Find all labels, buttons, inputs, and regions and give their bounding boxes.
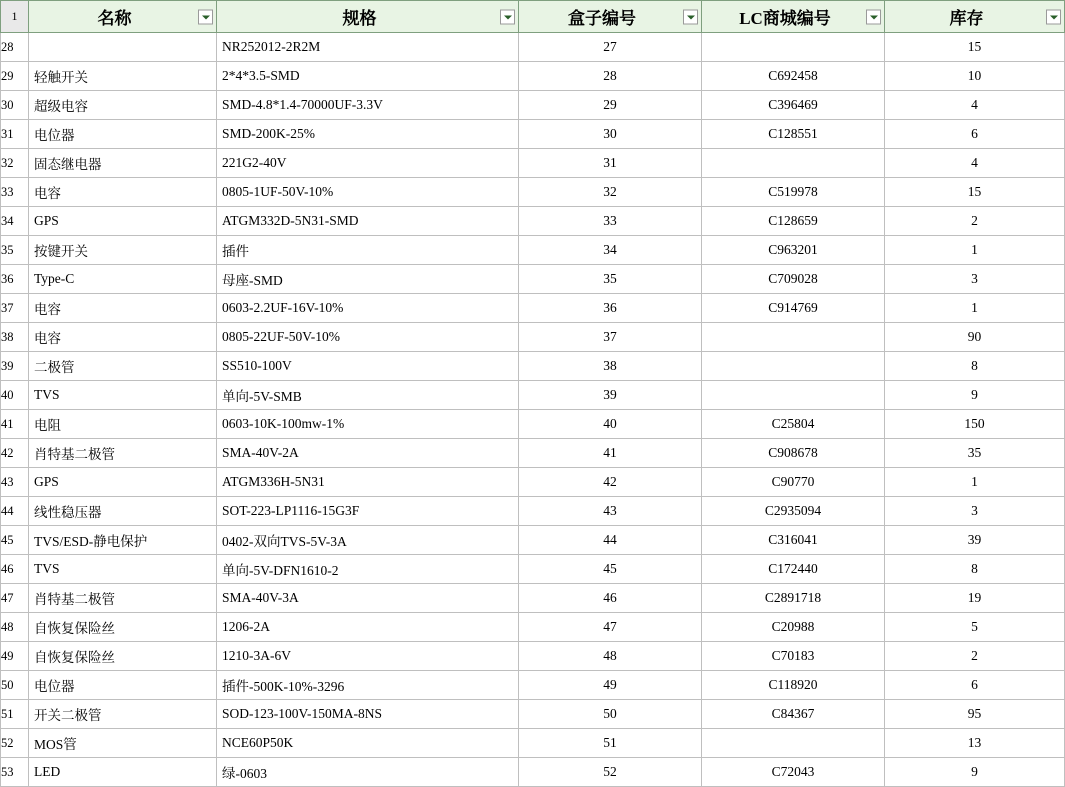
column-header-spec[interactable]: [217, 1, 519, 33]
row-header[interactable]: 38: [1, 323, 29, 352]
cell-box[interactable]: 27: [519, 33, 702, 62]
table-row[interactable]: [1, 236, 1065, 265]
cell-spec[interactable]: SMD-200K-25%: [217, 120, 519, 149]
row-header[interactable]: 29: [1, 62, 29, 91]
cell-lc[interactable]: C709028: [702, 265, 885, 294]
cell-box[interactable]: 44: [519, 526, 702, 555]
row-header[interactable]: 37: [1, 294, 29, 323]
cell-stock[interactable]: 39: [885, 526, 1065, 555]
cell-spec[interactable]: SOD-123-100V-150MA-8NS: [217, 700, 519, 729]
column-header-box[interactable]: [519, 1, 702, 33]
cell-box[interactable]: 30: [519, 120, 702, 149]
row-header[interactable]: 33: [1, 178, 29, 207]
cell-lc[interactable]: C118920: [702, 671, 885, 700]
cell-box[interactable]: 49: [519, 671, 702, 700]
cell-box[interactable]: 34: [519, 236, 702, 265]
cell-lc[interactable]: C128659: [702, 207, 885, 236]
table-row[interactable]: [1, 468, 1065, 497]
row-header[interactable]: 48: [1, 613, 29, 642]
cell-stock[interactable]: 2: [885, 642, 1065, 671]
cell-box[interactable]: 43: [519, 497, 702, 526]
cell-lc[interactable]: C519978: [702, 178, 885, 207]
cell-spec[interactable]: 0805-22UF-50V-10%: [217, 323, 519, 352]
cell-spec[interactable]: NR252012-2R2M: [217, 33, 519, 62]
filter-dropdown-spec-icon[interactable]: [500, 9, 515, 24]
cell-name[interactable]: 二极管: [29, 352, 217, 381]
cell-box[interactable]: 29: [519, 91, 702, 120]
row-header[interactable]: 39: [1, 352, 29, 381]
cell-name[interactable]: [29, 33, 217, 62]
table-row[interactable]: [1, 671, 1065, 700]
table-row[interactable]: [1, 120, 1065, 149]
table-row[interactable]: [1, 91, 1065, 120]
cell-lc[interactable]: C316041: [702, 526, 885, 555]
row-header-corner[interactable]: 1: [1, 1, 29, 33]
row-header[interactable]: 49: [1, 642, 29, 671]
cell-box[interactable]: 31: [519, 149, 702, 178]
cell-box[interactable]: 42: [519, 468, 702, 497]
cell-name[interactable]: 电容: [29, 178, 217, 207]
row-header[interactable]: 36: [1, 265, 29, 294]
table-row[interactable]: [1, 323, 1065, 352]
cell-stock[interactable]: 15: [885, 33, 1065, 62]
cell-lc[interactable]: C2935094: [702, 497, 885, 526]
table-row[interactable]: [1, 497, 1065, 526]
cell-name[interactable]: 线性稳压器: [29, 497, 217, 526]
cell-lc[interactable]: [702, 149, 885, 178]
cell-lc[interactable]: C25804: [702, 410, 885, 439]
cell-stock[interactable]: 8: [885, 352, 1065, 381]
cell-spec[interactable]: NCE60P50K: [217, 729, 519, 758]
cell-name[interactable]: TVS/ESD-静电保护: [29, 526, 217, 555]
row-header[interactable]: 53: [1, 758, 29, 787]
filter-dropdown-name-icon[interactable]: [198, 9, 213, 24]
cell-name[interactable]: Type-C: [29, 265, 217, 294]
cell-stock[interactable]: 9: [885, 381, 1065, 410]
cell-box[interactable]: 36: [519, 294, 702, 323]
column-header-lc-label: LC商城编号: [739, 9, 831, 28]
cell-box[interactable]: 46: [519, 584, 702, 613]
cell-lc[interactable]: C692458: [702, 62, 885, 91]
cell-name[interactable]: 肖特基二极管: [29, 584, 217, 613]
cell-lc[interactable]: [702, 352, 885, 381]
filter-dropdown-lc-icon[interactable]: [866, 9, 881, 24]
cell-box[interactable]: 50: [519, 700, 702, 729]
cell-name[interactable]: GPS: [29, 468, 217, 497]
cell-spec[interactable]: 母座-SMD: [217, 265, 519, 294]
cell-stock[interactable]: 10: [885, 62, 1065, 91]
cell-lc[interactable]: C70183: [702, 642, 885, 671]
table-row[interactable]: [1, 700, 1065, 729]
cell-stock[interactable]: 1: [885, 468, 1065, 497]
cell-name[interactable]: 自恢复保险丝: [29, 642, 217, 671]
table-header-row: [1, 1, 1065, 33]
filter-dropdown-stock-icon[interactable]: [1046, 9, 1061, 24]
cell-box[interactable]: 41: [519, 439, 702, 468]
cell-spec[interactable]: 单向-5V-DFN1610-2: [217, 555, 519, 584]
cell-spec[interactable]: 0402-双向TVS-5V-3A: [217, 526, 519, 555]
cell-stock[interactable]: 1: [885, 294, 1065, 323]
cell-spec[interactable]: 0603-10K-100mw-1%: [217, 410, 519, 439]
cell-spec[interactable]: 单向-5V-SMB: [217, 381, 519, 410]
cell-spec[interactable]: SMA-40V-2A: [217, 439, 519, 468]
row-header[interactable]: 30: [1, 91, 29, 120]
row-header[interactable]: 31: [1, 120, 29, 149]
column-header-lc[interactable]: [702, 1, 885, 33]
cell-box[interactable]: 45: [519, 555, 702, 584]
cell-name[interactable]: 电位器: [29, 671, 217, 700]
cell-stock[interactable]: 3: [885, 265, 1065, 294]
cell-name[interactable]: 超级电容: [29, 91, 217, 120]
row-header[interactable]: 34: [1, 207, 29, 236]
cell-spec[interactable]: 2*4*3.5-SMD: [217, 62, 519, 91]
cell-name[interactable]: TVS: [29, 555, 217, 584]
cell-lc[interactable]: [702, 381, 885, 410]
table-row[interactable]: [1, 642, 1065, 671]
row-header[interactable]: 46: [1, 555, 29, 584]
cell-box[interactable]: 35: [519, 265, 702, 294]
row-header[interactable]: 45: [1, 526, 29, 555]
cell-spec[interactable]: 绿-0603: [217, 758, 519, 787]
cell-lc[interactable]: [702, 729, 885, 758]
cell-lc[interactable]: C172440: [702, 555, 885, 584]
cell-stock[interactable]: 3: [885, 497, 1065, 526]
cell-name[interactable]: GPS: [29, 207, 217, 236]
row-header[interactable]: 35: [1, 236, 29, 265]
cell-name[interactable]: 自恢复保险丝: [29, 613, 217, 642]
cell-stock[interactable]: 4: [885, 149, 1065, 178]
cell-name[interactable]: MOS管: [29, 729, 217, 758]
cell-stock[interactable]: 90: [885, 323, 1065, 352]
cell-box[interactable]: 52: [519, 758, 702, 787]
cell-stock[interactable]: 15: [885, 178, 1065, 207]
cell-lc[interactable]: [702, 33, 885, 62]
table-row[interactable]: [1, 758, 1065, 787]
table-row[interactable]: [1, 439, 1065, 468]
row-header[interactable]: 51: [1, 700, 29, 729]
table-row[interactable]: [1, 584, 1065, 613]
column-header-name-label: 名称: [97, 9, 132, 28]
cell-spec[interactable]: ATGM332D-5N31-SMD: [217, 207, 519, 236]
table-row[interactable]: [1, 613, 1065, 642]
table-body: [1, 33, 1065, 787]
cell-name[interactable]: 电位器: [29, 120, 217, 149]
column-header-name[interactable]: [29, 1, 217, 33]
cell-box[interactable]: 37: [519, 323, 702, 352]
table-row[interactable]: [1, 178, 1065, 207]
cell-stock[interactable]: 13: [885, 729, 1065, 758]
cell-spec[interactable]: SMA-40V-3A: [217, 584, 519, 613]
row-header[interactable]: 42: [1, 439, 29, 468]
cell-name[interactable]: 电容: [29, 323, 217, 352]
cell-box[interactable]: 38: [519, 352, 702, 381]
row-header[interactable]: 50: [1, 671, 29, 700]
column-header-box-label: 盒子编号: [568, 9, 636, 28]
cell-box[interactable]: 48: [519, 642, 702, 671]
cell-spec[interactable]: 0805-1UF-50V-10%: [217, 178, 519, 207]
table-row[interactable]: [1, 381, 1065, 410]
cell-box[interactable]: 33: [519, 207, 702, 236]
cell-lc[interactable]: C963201: [702, 236, 885, 265]
cell-lc[interactable]: C90770: [702, 468, 885, 497]
column-header-stock-label: 库存: [949, 9, 984, 28]
cell-spec[interactable]: SS510-100V: [217, 352, 519, 381]
cell-lc[interactable]: C72043: [702, 758, 885, 787]
cell-spec[interactable]: ATGM336H-5N31: [217, 468, 519, 497]
cell-lc[interactable]: C908678: [702, 439, 885, 468]
table-row[interactable]: [1, 294, 1065, 323]
cell-lc[interactable]: [702, 323, 885, 352]
row-header[interactable]: 28: [1, 33, 29, 62]
cell-name[interactable]: 开关二极管: [29, 700, 217, 729]
cell-box[interactable]: 32: [519, 178, 702, 207]
cell-stock[interactable]: 2: [885, 207, 1065, 236]
column-header-spec-label: 规格: [342, 9, 377, 28]
cell-stock[interactable]: 8: [885, 555, 1065, 584]
table-row[interactable]: [1, 149, 1065, 178]
cell-name[interactable]: 轻触开关: [29, 62, 217, 91]
cell-spec[interactable]: 1210-3A-6V: [217, 642, 519, 671]
table-row[interactable]: [1, 265, 1065, 294]
cell-name[interactable]: 按键开关: [29, 236, 217, 265]
cell-lc[interactable]: C914769: [702, 294, 885, 323]
table-row[interactable]: [1, 352, 1065, 381]
cell-stock[interactable]: 35: [885, 439, 1065, 468]
cell-box[interactable]: 47: [519, 613, 702, 642]
table-row[interactable]: [1, 526, 1065, 555]
table-row[interactable]: [1, 555, 1065, 584]
table-row[interactable]: [1, 62, 1065, 91]
cell-spec[interactable]: 0603-2.2UF-16V-10%: [217, 294, 519, 323]
cell-stock[interactable]: 4: [885, 91, 1065, 120]
table-row[interactable]: [1, 729, 1065, 758]
cell-spec[interactable]: 插件-500K-10%-3296: [217, 671, 519, 700]
cell-stock[interactable]: 5: [885, 613, 1065, 642]
row-header[interactable]: 41: [1, 410, 29, 439]
cell-lc[interactable]: C20988: [702, 613, 885, 642]
cell-box[interactable]: 51: [519, 729, 702, 758]
cell-spec[interactable]: 221G2-40V: [217, 149, 519, 178]
row-header[interactable]: 32: [1, 149, 29, 178]
table-row[interactable]: [1, 410, 1065, 439]
cell-lc[interactable]: C396469: [702, 91, 885, 120]
row-header[interactable]: 40: [1, 381, 29, 410]
cell-box[interactable]: 28: [519, 62, 702, 91]
cell-spec[interactable]: 插件: [217, 236, 519, 265]
filter-dropdown-box-icon[interactable]: [683, 9, 698, 24]
cell-spec[interactable]: 1206-2A: [217, 613, 519, 642]
cell-stock[interactable]: 19: [885, 584, 1065, 613]
cell-stock[interactable]: 6: [885, 120, 1065, 149]
cell-spec[interactable]: SOT-223-LP1116-15G3F: [217, 497, 519, 526]
column-header-stock[interactable]: [885, 1, 1065, 33]
table-row[interactable]: [1, 33, 1065, 62]
cell-box[interactable]: 39: [519, 381, 702, 410]
table-row[interactable]: [1, 207, 1065, 236]
cell-name[interactable]: 电阻: [29, 410, 217, 439]
cell-stock[interactable]: 9: [885, 758, 1065, 787]
cell-stock[interactable]: 95: [885, 700, 1065, 729]
cell-name[interactable]: LED: [29, 758, 217, 787]
cell-name[interactable]: 电容: [29, 294, 217, 323]
cell-name[interactable]: TVS: [29, 381, 217, 410]
cell-box[interactable]: 40: [519, 410, 702, 439]
row-header[interactable]: 47: [1, 584, 29, 613]
cell-lc[interactable]: C2891718: [702, 584, 885, 613]
cell-lc[interactable]: C128551: [702, 120, 885, 149]
row-header[interactable]: 43: [1, 468, 29, 497]
cell-stock[interactable]: 150: [885, 410, 1065, 439]
cell-lc[interactable]: C84367: [702, 700, 885, 729]
cell-spec[interactable]: SMD-4.8*1.4-70000UF-3.3V: [217, 91, 519, 120]
row-header[interactable]: 52: [1, 729, 29, 758]
cell-name[interactable]: 固态继电器: [29, 149, 217, 178]
cell-stock[interactable]: 6: [885, 671, 1065, 700]
row-header[interactable]: 44: [1, 497, 29, 526]
cell-name[interactable]: 肖特基二极管: [29, 439, 217, 468]
cell-stock[interactable]: 1: [885, 236, 1065, 265]
